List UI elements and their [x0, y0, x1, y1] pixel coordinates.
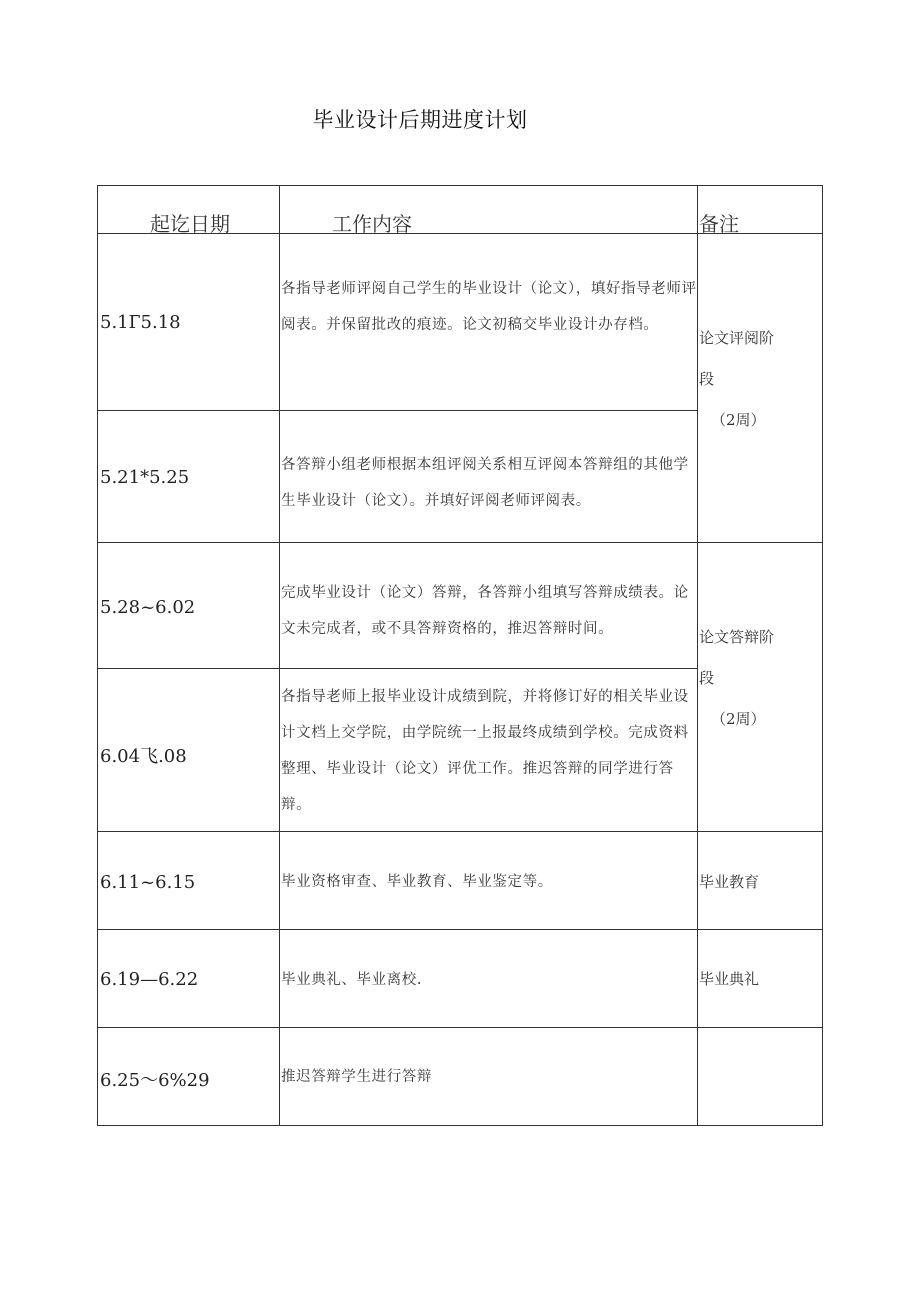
note-review-phase: [699, 318, 823, 441]
row-date: 5.28~6.02: [100, 597, 196, 618]
note-ceremony: 毕业典礼: [699, 970, 760, 988]
note-review-line: （2周）: [711, 411, 766, 429]
row-content: 各答辩小组老师根据本组评阅关系相互评阅本答辩组的其他学生毕业设计（论文）。并填好评阅老师评阅表。: [281, 457, 689, 509]
row-divider: [98, 542, 822, 543]
note-review-line: 段: [699, 370, 715, 388]
header-note: 备注: [699, 212, 739, 236]
row-date: 6.04飞.08: [100, 746, 187, 767]
note-defense-line: 论文答辩阶: [699, 628, 775, 646]
page-title: 毕业设计后期进度计划: [312, 108, 528, 132]
note-defense-line: （2周）: [711, 710, 766, 728]
row-content: 完成毕业设计（论文）答辩，各答辩小组填写答辩成绩表。论文未完成者，或不具答辩资格的，推迟答辩时间。: [281, 585, 689, 637]
note-defense-phase: [699, 617, 823, 740]
row-date: 6.19—6.22: [100, 969, 199, 990]
header-content: 工作内容: [332, 212, 412, 236]
row-content: 推迟答辩学生进行答辩: [281, 1069, 432, 1085]
row-divider: [98, 929, 822, 930]
row-divider: [98, 668, 698, 669]
row-content: 毕业资格审查、毕业教育、毕业鉴定等。: [281, 874, 553, 890]
row-date: 6.25～6%29: [100, 1070, 210, 1091]
note-education: 毕业教育: [699, 873, 760, 891]
row-date: 6.11~6.15: [100, 872, 196, 893]
row-divider: [98, 410, 698, 411]
schedule-table: [97, 185, 823, 1126]
row-content: 毕业典礼、毕业离校.: [281, 972, 423, 988]
row-divider: [98, 1027, 822, 1028]
header-date: 起讫日期: [150, 212, 230, 236]
row-content: 各指导老师上报毕业设计成绩到院，并将修订好的相关毕业设计文档上交学院，由学院统一上报最终成绩到学校。完成资料整理、毕业设计（论文）评优工作。推迟答辩的同学进行答辩。: [281, 689, 689, 813]
row-content: 各指导老师评阅自己学生的毕业设计（论文），填好指导老师评阅表。并保留批改的痕迹。论文初稿交毕业设计办存档。: [281, 281, 697, 333]
row-divider: [98, 831, 822, 832]
row-date: 5.1Г5.18: [100, 312, 181, 333]
note-review-line: 论文评阅阶: [699, 329, 775, 347]
column-divider: [279, 186, 280, 1125]
note-defense-line: 段: [699, 669, 715, 687]
row-date: 5.21*5.25: [100, 467, 190, 488]
